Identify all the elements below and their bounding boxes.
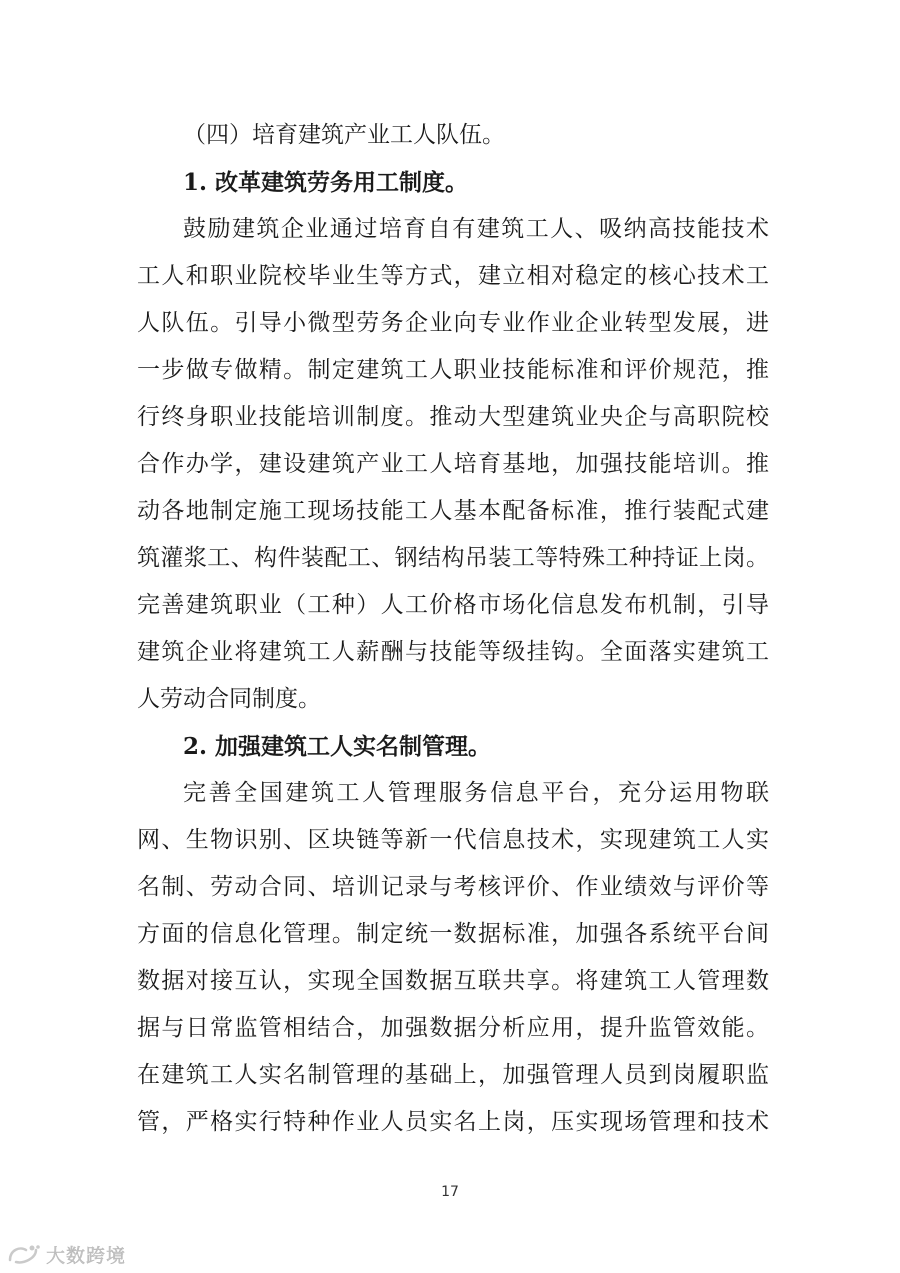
paragraph-line: 工人和职业院校毕业生等方式，建立相对稳定的核心技术工 [137, 263, 769, 289]
paragraph-line: 据与日常监管相结合，加强数据分析应用，提升监管效能。 [137, 1015, 769, 1041]
document-body [137, 112, 769, 1146]
brand-logo-icon [6, 1242, 42, 1266]
paragraph-line: 在建筑工人实名制管理的基础上，加强管理人员到岗履职监 [137, 1062, 769, 1088]
paragraph-line: 动各地制定施工现场技能工人基本配备标准，推行装配式建 [137, 498, 769, 524]
paragraph-real-name-management [137, 770, 769, 1146]
paragraph-line: 鼓励建筑企业通过培育自有建筑工人、吸纳高技能技术 [183, 216, 769, 242]
section-heading: （四）培育建筑产业工人队伍。 [183, 122, 505, 148]
paragraph-line: 完善建筑职业（工种）人工价格市场化信息发布机制，引导 [137, 592, 769, 618]
page-number: 17 [441, 1184, 459, 1200]
paragraph-line: 筑灌浆工、构件装配工、钢结构吊装工等特殊工种持证上岗。 [137, 545, 769, 571]
watermark-text: 大数跨境 [46, 1244, 127, 1267]
paragraph-line: 合作办学，建设建筑产业工人培育基地，加强技能培训。推 [137, 451, 769, 477]
paragraph-line: 完善全国建筑工人管理服务信息平台，充分运用物联 [183, 780, 769, 806]
paragraph-line: 一步做专做精。制定建筑工人职业技能标准和评价规范，推 [137, 357, 769, 383]
paragraph-line: 人队伍。引导小微型劳务企业向专业作业企业转型发展，进 [137, 310, 769, 336]
paragraph-line: 数据对接互认，实现全国数据互联共享。将建筑工人管理数 [137, 968, 769, 994]
paragraph-line: 方面的信息化管理。制定统一数据标准，加强各系统平台间 [137, 921, 769, 947]
paragraph-line: 人劳动合同制度。 [137, 686, 321, 712]
subheading-real-name-management: 2. 加强建筑工人实名制管理。 [183, 733, 492, 760]
paragraph-line: 管，严格实行特种作业人员实名上岗，压实现场管理和技术 [137, 1109, 769, 1135]
paragraph-line: 网、生物识别、区块链等新一代信息技术，实现建筑工人实 [137, 827, 769, 853]
paragraph-line: 行终身职业技能培训制度。推动大型建筑业央企与高职院校 [137, 404, 769, 430]
paragraph-line: 建筑企业将建筑工人薪酬与技能等级挂钩。全面落实建筑工 [137, 639, 769, 665]
paragraph-line: 名制、劳动合同、培训记录与考核评价、作业绩效与评价等 [137, 874, 769, 900]
subheading-labor-system: 1. 改革建筑劳务用工制度。 [183, 169, 469, 196]
paragraph-labor-system [137, 206, 769, 723]
watermark [6, 1240, 126, 1268]
